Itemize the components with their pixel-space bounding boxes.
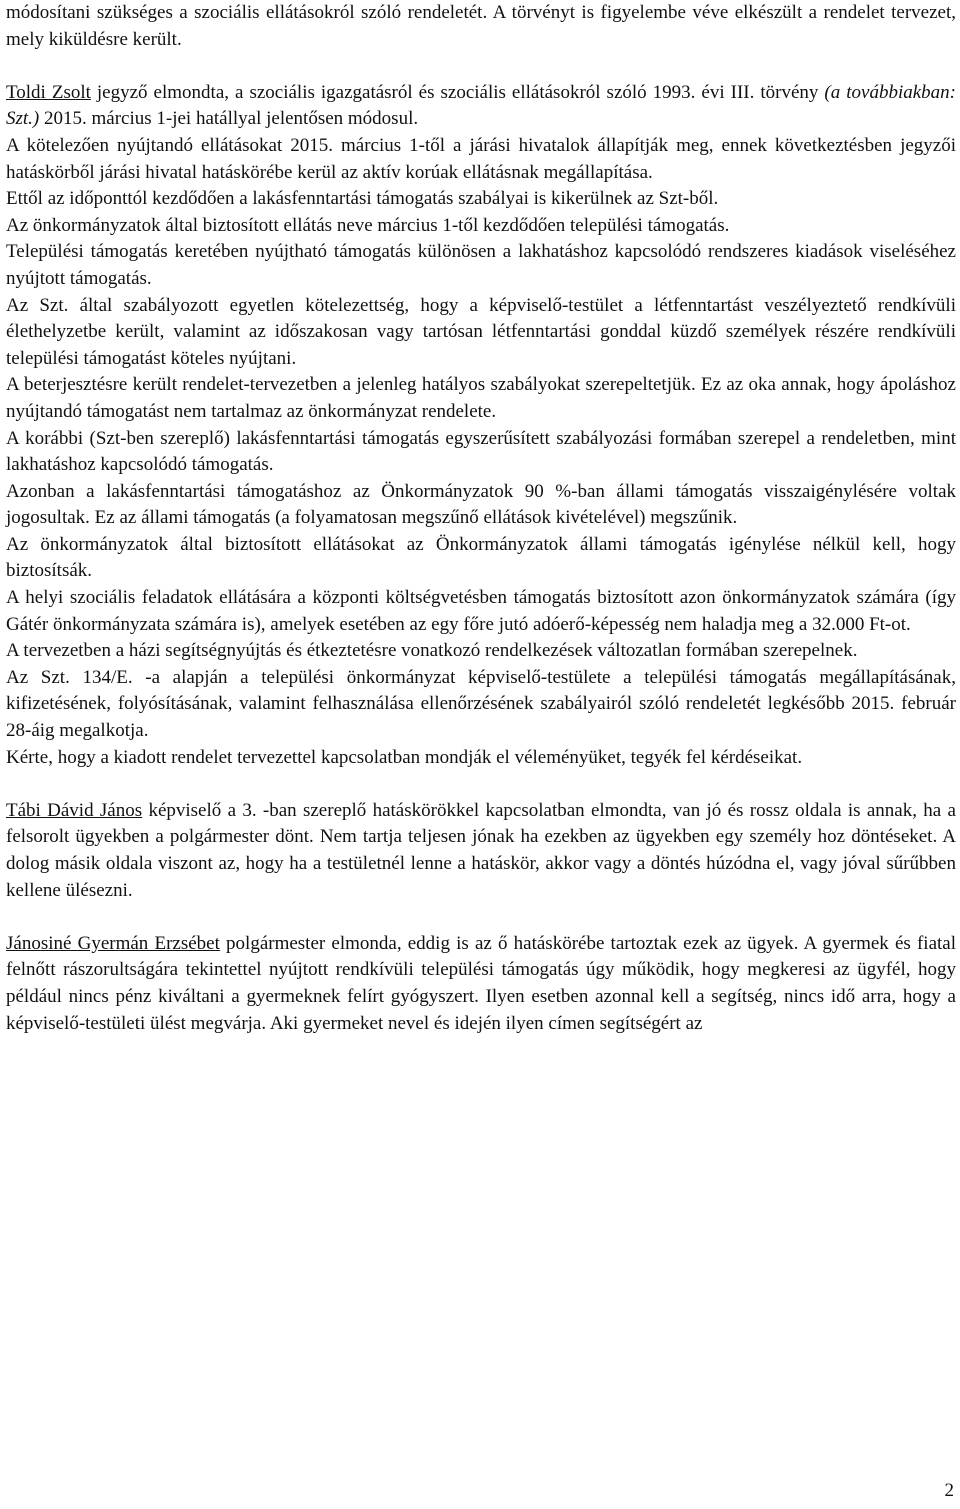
speaker-name: Toldi Zsolt — [6, 81, 91, 103]
paragraph: Kérte, hogy a kiadott rendelet tervezettel kapcsolatban mondják el véleményüket, tegyék fel kérdéseikat. — [6, 746, 803, 768]
paragraph: Települési támogatás keretében nyújtható támogatás különösen a lakhatáshoz kapcsolódó rendszeres kiadások viseléséhez nyújtott támogatás. — [6, 241, 956, 289]
italic-note: (a továbbiakban: Szt.) — [6, 81, 956, 130]
paragraph: A korábbi (Szt-ben szereplő) lakásfenntartási támogatás egyszerűsített szabályozási formában szerepel a rendeletben, mint lakhatáshoz kapcsolódó támogatás. — [6, 427, 956, 476]
paragraph: A beterjesztésre került rendelet-tervezetben a jelenleg hatályos szabályokat szerepeltetjük. Ez az oka annak, hogy ápoláshoz nyújtandó támogatást nem tartalmaz az önkormányzat rendelete. — [6, 374, 956, 422]
paragraph: Azonban a lakásfenntartási támogatáshoz az Önkormányzatok 90 %-ban állami támogatás visszaigénylésére voltak jogosultak. Ez az állami támogatás (a folyamatosan megszűnő ellátások kivételével) megszűnik. — [6, 480, 956, 529]
paragraph: A kötelezően nyújtandó ellátásokat 2015. március 1-től a járási hivatalok állapítják meg, ennek következtésben jegyzői hatáskörből járási hivatal hatáskörébe kerül az aktív korúak ellátásnak megállapítása. — [6, 134, 956, 183]
paragraph: módosítani szükséges a szociális ellátásokról szóló rendeletét. A törvényt is figyelembe véve elkészült a rendelet tervezet, mely kiküldésre került. — [6, 2, 956, 50]
paragraph: A helyi szociális feladatok ellátására a központi költségvetésben támogatás biztosított azon önkormányzatok számára (így Gátér önkormányzata számára is), amelyek esetében az egy főre jutó adóerő-képesség nem haladja meg a 32.000 Ft-ot. — [6, 587, 956, 635]
page-number: 2 — [944, 1480, 954, 1501]
paragraph — [6, 931, 956, 1037]
paragraph-text: jegyző elmondta, a szociális igazgatásról és szociális ellátásokról szóló 1993. évi III. törvény — [90, 81, 825, 103]
paragraph: A tervezetben a házi segítségnyújtás és étkeztetésre vonatkozó rendelkezések változatlan formában szerepelnek. — [6, 640, 858, 662]
paragraph-gap — [6, 53, 956, 80]
paragraph — [6, 798, 956, 904]
paragraph: Az önkormányzatok által biztosított ellátásokat az Önkormányzatok állami támogatás igénylése nélkül kell, hogy biztosítsák. — [6, 533, 956, 582]
paragraph: Az Szt. által szabályozott egyetlen kötelezettség, hogy a képviselő-testület a létfenntartást veszélyeztető rendkívüli élethelyzetbe került, valamint az időszakosan vagy tartósan létfenntartási gonddal küzdő személyek részére rendkívüli települési támogatást köteles nyújtani. — [6, 294, 956, 369]
paragraph-text: 2015. március 1-jei hatállyal jelentősen módosul. — [39, 108, 419, 130]
paragraph-text: polgármester elmonda, eddig is az ő hatáskörébe tartoztak ezek az ügyek. A gyermek és fiatal felnőtt rászorultságára tekintettel nyújtott rendkívüli települési támogatás úgy működik, hogy megkeresi az ügyfél, hogy például nincs pénz kiváltani a gyermeknek felírt gyógyszert. Ilyen esetben azonnal kell a segítség, nincs idő arra, hogy a képviselő-testületi ülést megvárja. Aki gyermeket nevel és idején ilyen címen segítségért az — [6, 932, 956, 1034]
paragraph-gap — [6, 771, 956, 798]
paragraph-gap — [6, 904, 956, 931]
paragraph: Az önkormányzatok által biztosított ellátás neve március 1-től kezdődően települési támogatás. — [6, 214, 730, 236]
paragraph: Az Szt. 134/E. -a alapján a települési önkormányzat képviselő-testülete a települési támogatás megállapításának, kifizetésének, folyósításának, valamint felhasználása ellenőrzésének szabályairól szóló rendeletét legkésőbb 2015. február 28-áig megalkotja. — [6, 666, 956, 742]
paragraph-text: képviselő a 3. -ban szereplő hatáskörökkel kapcsolatban elmondta, van jó és rossz oldala is annak, ha a felsorolt ügyekben a polgármester dönt. Nem tartja teljesen jónak ha ezekben az ügyekben egy személy hoz döntéseket. A dolog másik oldala viszont az, hogy ha a testületnél lenne a hatáskör, akkor vagy a döntés húzódna el, vagy jóval sűrűbben kellene ülésezni. — [6, 799, 956, 901]
paragraph: Ettől az időponttól kezdődően a lakásfenntartási támogatás szabályai is kikerülnek az Szt-ből. — [6, 188, 719, 210]
speaker-name: Jánosiné Gyermán Erzsébet — [6, 932, 220, 954]
paragraph — [6, 80, 956, 133]
document-body — [6, 0, 956, 1037]
speaker-name: Tábi Dávid János — [6, 799, 143, 821]
